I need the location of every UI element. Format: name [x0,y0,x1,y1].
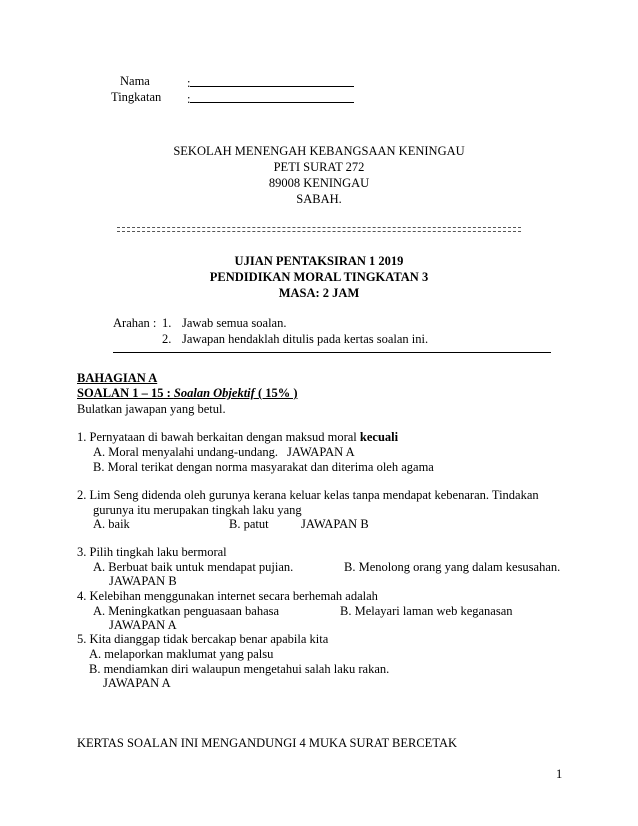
soalan-prefix: SOALAN 1 – 15 : [77,386,174,400]
q1-stem [77,431,398,444]
soalan-heading [77,387,298,400]
exam-duration: MASA: 2 JAM [278,286,360,300]
q1-option-a[interactable]: A. Moral menyalahi undang-undang. [93,445,279,459]
q4-stem: 4. Kelebihan menggunakan internet secara berhemah adalah [77,589,378,603]
q1-stem-text: 1. Pernyataan di bawah berkaitan dengan maksud moral [77,430,360,444]
instruction-text-2: Jawapan hendaklah ditulis pada kertas soalan ini. [182,332,429,346]
tingkatan-label: Tingkatan [111,90,162,104]
q2-option-b[interactable]: B. patut [229,517,269,531]
footer-note: KERTAS SOALAN INI MENGANDUNGI 4 MUKA SURAT BERCETAK [77,736,458,750]
school-address-1: PETI SURAT 272 [273,160,365,174]
soalan-suffix: ( 15% ) [254,386,298,400]
section-title: BAHAGIAN A [77,371,158,385]
instruction-num-1: 1. [162,316,172,330]
q4-option-b[interactable]: B. Melayari laman web keganasan [340,604,513,618]
q5-answer: JAWAPAN A [103,676,171,690]
nama-field[interactable] [187,75,354,90]
q3-stem: 3. Pilih tingkah laku bermoral [77,545,227,559]
q2-stem-2: gurunya itu merupakan tingkah laku yang [93,503,302,517]
q3-option-a[interactable]: A. Berbuat baik untuk mendapat pujian. [93,560,294,574]
q1-stem-bold: kecuali [359,430,399,444]
q5-option-b[interactable]: B. mendiamkan diri walaupun mengetahui salah laku rakan. [89,662,390,676]
soalan-type: Soalan Objektif [173,386,255,400]
school-address-2: 89008 KENINGAU [268,176,370,190]
tingkatan-underline [190,91,354,103]
q2-option-a[interactable]: A. baik [93,517,130,531]
page-number: 1 [556,767,563,781]
instruction-text-1: Jawab semua soalan. [182,316,287,330]
q4-answer: JAWAPAN A [109,618,177,632]
q2-answer: JAWAPAN B [301,517,369,531]
q2-stem: 2. Lim Seng didenda oleh gurunya kerana keluar kelas tanpa mendapat kebenaran. Tindakan [77,488,539,502]
school-name: SEKOLAH MENENGAH KEBANGSAAN KENINGAU [173,144,465,158]
nama-label: Nama [120,74,150,88]
instruction-num-2: 2. [162,332,172,346]
exam-title: UJIAN PENTAKSIRAN 1 2019 [234,254,404,268]
instructions-divider [113,352,551,353]
q3-option-b[interactable]: B. Menolong orang yang dalam kesusahan. [344,560,561,574]
exam-subject: PENDIDIKAN MORAL TINGKATAN 3 [209,270,429,284]
q5-stem: 5. Kita dianggap tidak bercakap benar apabila kita [77,632,329,646]
q1-option-b[interactable]: B. Moral terikat dengan norma masyarakat dan diterima oleh agama [93,460,434,474]
section-instruction: Bulatkan jawapan yang betul. [77,402,226,416]
instructions-label: Arahan : [113,316,157,330]
double-divider [117,227,521,232]
q1-answer: JAWAPAN A [287,445,355,459]
nama-colon: : [187,76,191,90]
q5-option-a[interactable]: A. melaporkan maklumat yang palsu [89,647,274,661]
tingkatan-colon: : [187,92,191,106]
q3-answer: JAWAPAN B [109,574,177,588]
q4-option-a[interactable]: A. Meningkatkan penguasaan bahasa [93,604,280,618]
nama-underline [190,75,354,87]
tingkatan-field[interactable] [187,91,354,106]
school-state: SABAH. [296,192,342,206]
